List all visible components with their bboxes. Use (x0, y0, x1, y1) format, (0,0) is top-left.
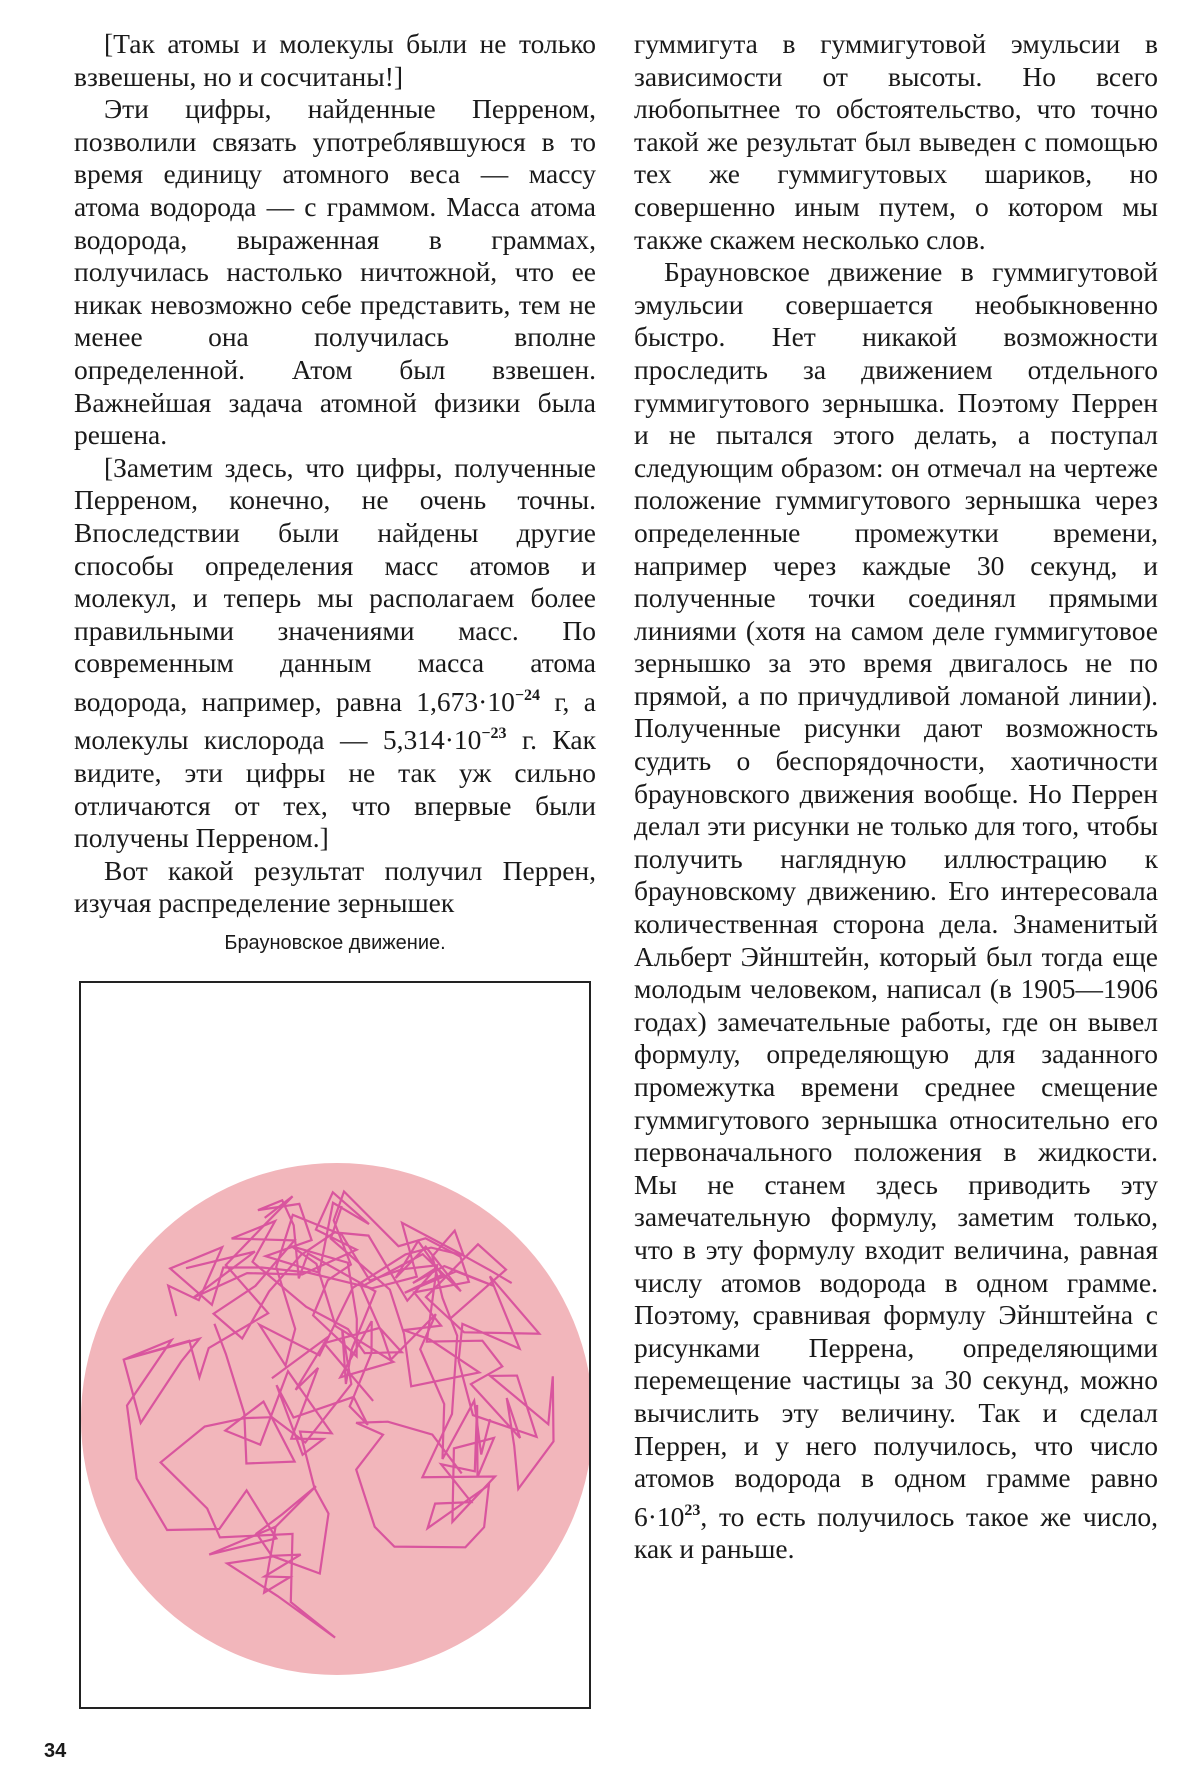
brownian-motion-illustration (81, 983, 589, 1707)
brownian-motion-figure (79, 981, 591, 1709)
text-run: г, а молекулы кислорода — 5,314·10 (74, 685, 596, 756)
text-run: г. Как видите, эти цифры не так уж сильно отличаются от тех, что впервые были получены Перреном.] (74, 724, 596, 854)
paragraph-perrin-result: Вот какой результат получил Перрен, изучая распределение зернышек (74, 854, 596, 919)
text-run: Брауновское движение в гуммигутовой эмульсии совершается необыкновенно быстро. Нет никакой возможности проследить за движением отдельного гуммигутового зернышка. Поэтому Перрен и не пытался этого делать, а поступал следующим образом: он отмечал на чертеже положение гуммигутового зернышка через определенные промежутки времени, например через каждые 30 секунд, и полученные точки соединял прямыми линиями (хотя на самом деле гуммигутовое зернышко за это время двигалось не по прямой, а по причудливой ломаной линии). Полученные рисунки дают возможность судить о беспорядочности, хаотичности брауновского движения вообще. Но Перрен делал эти рисунки не только для того, чтобы получить наглядную иллюстрацию к брауновскому движению. Его интересовала количественная сторона дела. Знаменитый Альберт Эйнштейн, который был тогда еще молодым человеком, написал (в 1905—1906 годах) замечательные работы, где он вывел формулу, определяющую для заданного промежутка времени среднее смещение гуммигутового зернышка относительно его первоначального положения в жидкости. Мы не станем здесь приводить эту замечательную формулу, заметим только, что в эту формулу входит величина, равная числу атомов водорода в одном грамме. Поэтому, сравнивая формулу Эйнштейна с рисунками Перрена, определяющими перемещение частицы за 30 секунд, можно вычислить эту величину. Так и сделал Перрен, и у него получилось, что число атомов водорода в одном грамме равно 6·10 (634, 256, 1158, 1532)
exponent: −23 (481, 725, 507, 743)
paragraph-brownian-einstein (634, 256, 1158, 1566)
paragraph-perrin-figures: Эти цифры, найденные Перреном, позволили связать употреблявшуюся в то время единицу атомного веса — массу атома водорода — с граммом. Масса атома водорода, выраженная в граммах, получилась настолько ничтожной, что ее никак невозможно себе представить, тем не менее она получилась вполне определенной. Атом был взвешен. Важнейшая задача атомной физики была решена. (74, 93, 596, 451)
paragraph-modern-masses (74, 452, 596, 855)
left-column (74, 28, 596, 920)
paragraph-counted-atoms: [Так атомы и молекулы были не только взвешены, но и сосчитаны!] (74, 28, 596, 92)
right-column (634, 28, 1158, 1566)
paragraph-gamboge-height: гуммигута в гуммигутовой эмульсии в зависимости от высоты. Но всего любопытнее то обстоятельство, что точно такой же результат был выведен с помощью тех же гуммигутовых шариков, но совершенно иным путем, о котором мы также скажем несколько слов. (634, 28, 1158, 255)
figure-caption: Брауновское движение. (224, 932, 446, 954)
text-run: , то есть получилось такое же число, как и раньше. (634, 1500, 1158, 1565)
exponent: −24 (514, 686, 540, 704)
page-number: 34 (44, 1740, 67, 1762)
text-run: [Заметим здесь, что цифры, полученные Перреном, конечно, не очень точны. Впоследствии были найдены другие способы определения масс атомов и молекул, и теперь мы располагаем более правильными значениями масс. По современным данным масса атома водорода, например, равна 1,673·10 (74, 451, 596, 717)
exponent: 23 (684, 1501, 701, 1519)
